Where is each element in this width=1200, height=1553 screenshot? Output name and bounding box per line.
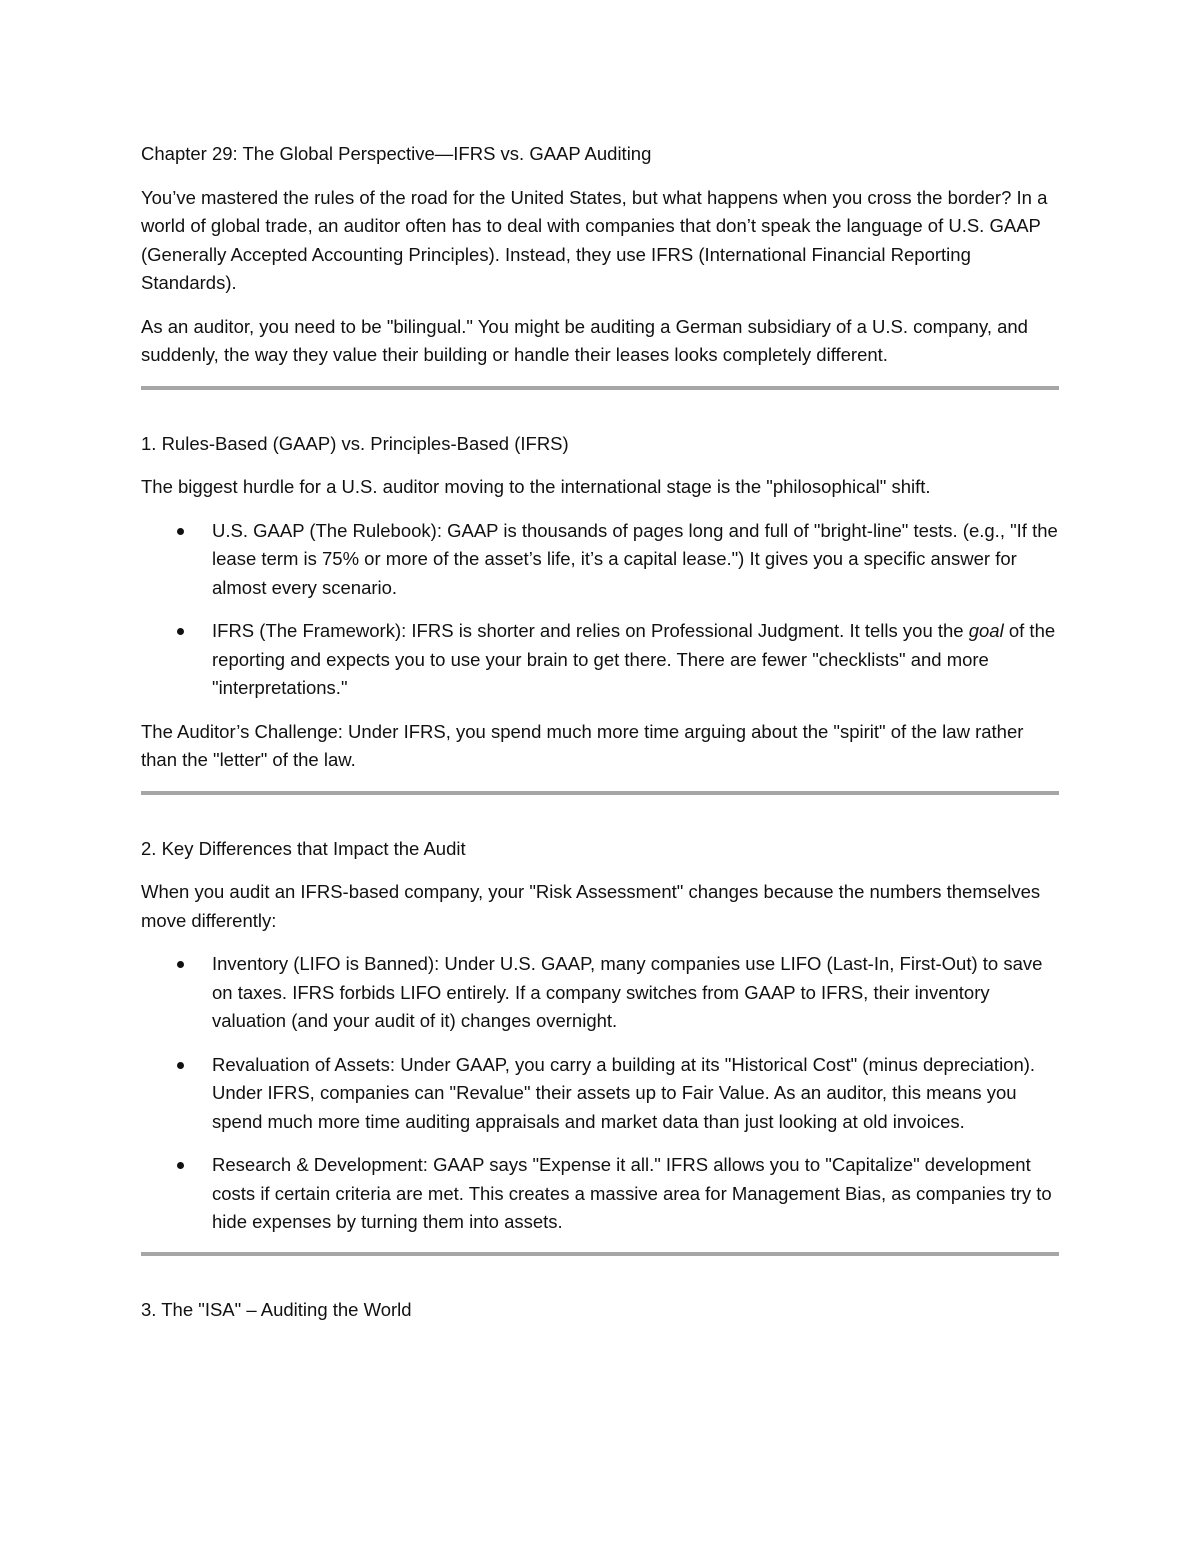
document-page (141, 140, 1059, 1339)
section-heading-isa: 3. The "ISA" – Auditing the World (141, 1298, 412, 1320)
list-item-text: Research & Development: GAAP says "Expense it all." IFRS allows you to "Capitalize" development costs if certain criteria are met. This creates a massive area for Management Bias, as companies try to hide expenses by turning them into assets. (212, 1154, 1052, 1232)
bullet-icon (177, 528, 184, 535)
section-divider (141, 1252, 1059, 1256)
auditor-challenge-paragraph: The Auditor’s Challenge: Under IFRS, you spend much more time arguing about the "spirit" of the law rather than the "letter" of the law. (141, 720, 1024, 770)
section-heading-rules-vs-principles: 1. Rules-Based (GAAP) vs. Principles-Based (IFRS) (141, 432, 569, 454)
list-item-text-after: of the reporting and expects you to use your brain to get there. There are fewer "checklists" and more "interpretations." (212, 620, 1056, 698)
list-item (141, 950, 1059, 1036)
section-lead-paragraph: When you audit an IFRS-based company, your "Risk Assessment" changes because the numbers themselves move differently: (141, 881, 1041, 931)
bullet-icon (177, 628, 184, 635)
bullet-list-differences (141, 950, 1059, 1237)
section-divider (141, 791, 1059, 795)
list-item-text: U.S. GAAP (The Rulebook): GAAP is thousands of pages long and full of "bright-line" tests. (e.g., "If the lease term is 75% or more of the asset’s life, it’s a capital lease.") It gives you a specific answer for almost every scenario. (212, 519, 1058, 598)
intro-paragraph: You’ve mastered the rules of the road for the United States, but what happens when you cross the border? In a world of global trade, an auditor often has to deal with companies that don’t speak the language of U.S. GAAP (Generally Accepted Accounting Principles). Instead, they use IFRS (International Financial Reporting Standards). (141, 186, 1048, 293)
section-divider (141, 386, 1059, 390)
list-item (141, 1051, 1059, 1137)
chapter-title: Chapter 29: The Global Perspective—IFRS vs. GAAP Auditing (141, 143, 652, 164)
list-item-text: Revaluation of Assets: Under GAAP, you carry a building at its "Historical Cost" (minus depreciation). Under IFRS, companies can "Revalue" their assets up to Fair Value. As an auditor, this means you spend much more time auditing appraisals and market data than just looking at old invoices. (212, 1053, 1036, 1132)
section-lead-paragraph: The biggest hurdle for a U.S. auditor moving to the international stage is the "philosophical" shift. (141, 476, 931, 497)
list-item-text-before: IFRS (The Framework): IFRS is shorter and relies on Professional Judgment. It tells you the (212, 620, 969, 641)
section-heading-key-differences: 2. Key Differences that Impact the Audit (141, 837, 466, 859)
bullet-icon (177, 1162, 184, 1169)
bullet-list-frameworks (141, 517, 1059, 703)
intro-paragraph-bilingual: As an auditor, you need to be "bilingual." You might be auditing a German subsidiary of a U.S. company, and suddenly, the way they value their building or handle their leases looks completely different. (141, 315, 1028, 365)
bullet-icon (177, 1062, 184, 1069)
emphasized-word: goal (968, 620, 1004, 641)
list-item (141, 1151, 1059, 1237)
list-item (141, 517, 1059, 603)
list-item-text: Inventory (LIFO is Banned): Under U.S. GAAP, many companies use LIFO (Last-In, First-Out) to save on taxes. IFRS forbids LIFO entirely. If a company switches from GAAP to IFRS, their inventory valuation (and your audit of it) changes overnight. (212, 953, 1043, 1031)
list-item (141, 617, 1059, 703)
bullet-icon (177, 961, 184, 968)
